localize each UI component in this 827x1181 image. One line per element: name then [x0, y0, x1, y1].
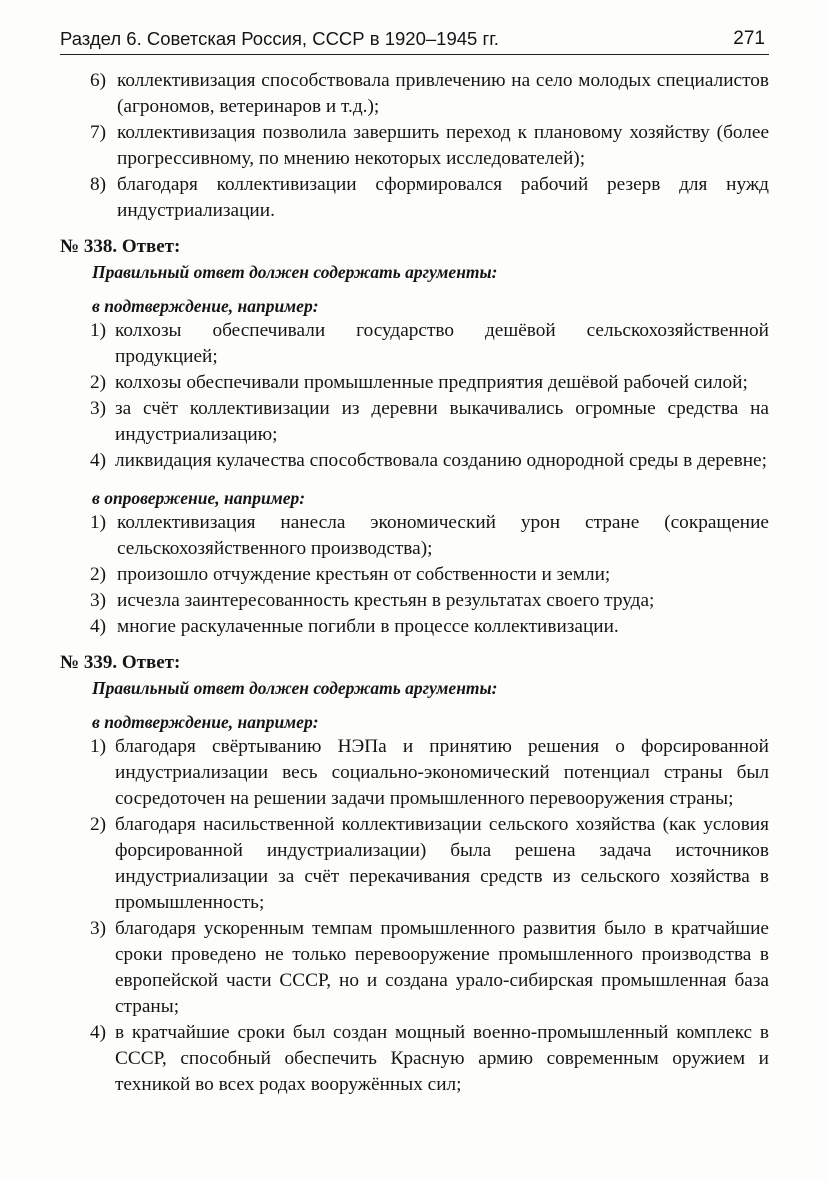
- list-item: 4) в кратчайшие сроки был создан мощный военно-промышленный комплекс в СССР, способный обеспечить Красную армию современным оружием и техникой во всех родах вооружённых сил;: [90, 1022, 769, 1095]
- list-item: 3) благодаря ускоренным темпам промышленного развития было в кратчайшие сроки проведено не только перевооружение промышленного производства в европейской части СССР, но и создана урало-сибирская промышленная база страны;: [90, 918, 769, 1017]
- list-item: 7) коллективизация позволила завершить переход к плановому хозяйству (более прогрессивному, по мнению некоторых исследователей);: [90, 122, 769, 169]
- running-title: Раздел 6. Советская Россия, СССР в 1920–1945 гг.: [60, 28, 499, 49]
- list-item: 2) произошло отчуждение крестьян от собственности и земли;: [90, 564, 611, 585]
- answer-lead: Правильный ответ должен содержать аргументы:: [92, 262, 498, 282]
- list-item: 6) коллективизация способствовала привлечению на село молодых специалистов (агрономов, ветеринаров и т.д.);: [90, 70, 769, 117]
- answer-lead: Правильный ответ должен содержать аргументы:: [92, 678, 498, 698]
- pro-label: в подтверждение, например:: [92, 296, 319, 316]
- question-339-heading: № 339. Ответ:: [60, 652, 181, 673]
- list-item: 1) благодаря свёртыванию НЭПа и принятию решения о форсированной индустриализации весь социально-экономический потенциал страны был сосредоточен на решении задачи промышленного перевооружения страны;: [90, 736, 769, 809]
- list-item: 1) коллективизация нанесла экономический урон стране (сокращение сельскохозяйственного производства);: [90, 512, 769, 559]
- list-item: 4) многие раскулаченные погибли в процессе коллективизации.: [90, 616, 619, 637]
- list-item: 2) благодаря насильственной коллективизации сельского хозяйства (как условия форсированной индустриализации) была решена задача источников индустриализации за счёт перекачивания средств из сельского хозяйства в промышленность;: [90, 814, 769, 913]
- pro-label: в подтверждение, например:: [92, 712, 319, 732]
- question-338-heading: № 338. Ответ:: [60, 236, 181, 257]
- list-item: 2) колхозы обеспечивали промышленные предприятия дешёвой рабочей силой;: [90, 372, 748, 393]
- list-item: 8) благодаря коллективизации сформировался рабочий резерв для нужд индустриализации.: [90, 174, 769, 221]
- page-number: 271: [733, 28, 765, 49]
- page-content: [60, 68, 769, 1098]
- list-item: 3) исчезла заинтересованность крестьян в результатах своего труда;: [90, 590, 655, 611]
- list-item: 3) за счёт коллективизации из деревни выкачивались огромные средства на индустриализацию;: [90, 398, 769, 445]
- list-item: 4) ликвидация кулачества способствовала созданию однородной среды в деревне;: [90, 450, 767, 471]
- list-item: 1) колхозы обеспечивали государство дешёвой сельскохозяйственной продукцией;: [90, 320, 769, 367]
- running-header: [60, 28, 769, 55]
- con-label: в опровержение, например:: [92, 488, 306, 508]
